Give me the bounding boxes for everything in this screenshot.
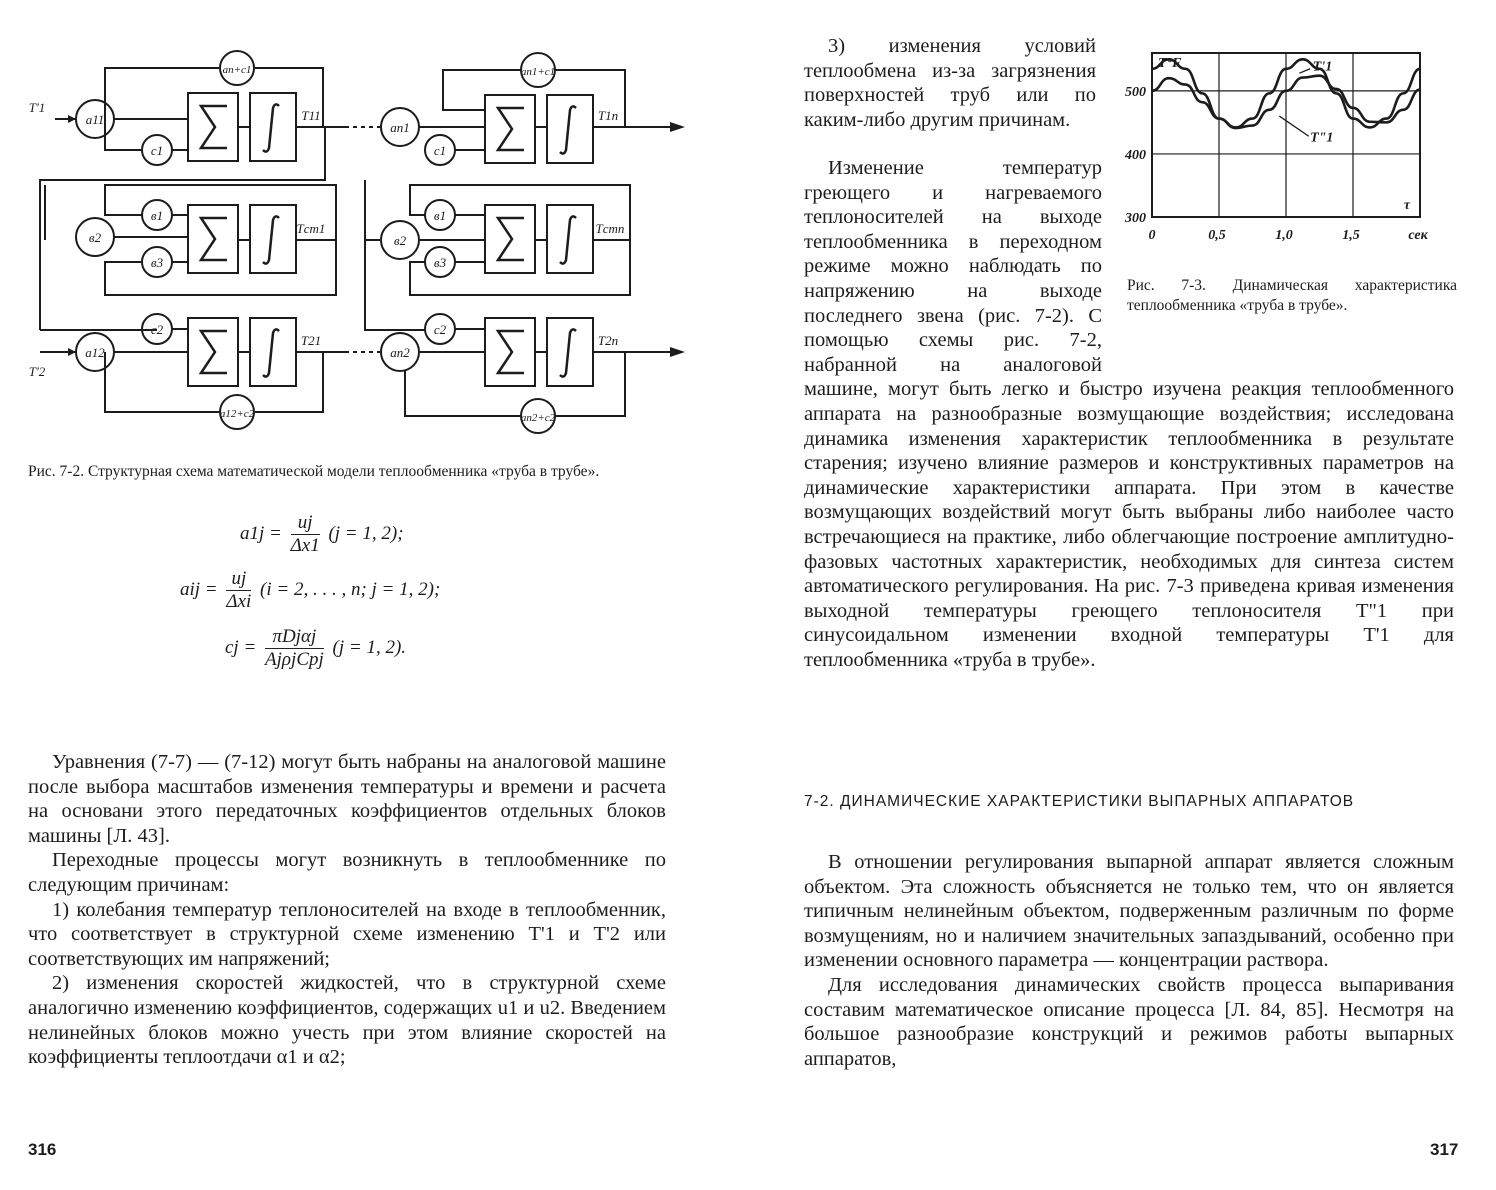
figure-wrap-spacer xyxy=(1102,156,1454,376)
page-number-right: 317 xyxy=(1430,1140,1459,1159)
equation-2: aij = $\frac{uj}{\text{Δxi}}$ (i = 2, . . . , n; j = 1, 2); xyxy=(180,568,441,612)
feedback-bottom-right-label: aп2+c2 xyxy=(520,412,556,424)
coef-c2-label-right: c2 xyxy=(433,322,447,337)
paragraph: Переходные процессы могут возникнуть в теплообменнике по следующим причинам: xyxy=(28,849,666,896)
block-diagram-figure xyxy=(25,40,685,450)
paragraph: 3) изменения условий теплообмена из-за загрязнения поверхностей труб или по каким-либо другим причинам. xyxy=(804,35,1096,131)
y-axis-label: T°F xyxy=(1158,56,1182,71)
x-tick-label: 1,5 xyxy=(1342,228,1360,243)
right-top-text xyxy=(804,34,1096,132)
section-heading: 7-2. ДИНАМИЧЕСКИЕ ХАРАКТЕРИСТИКИ ВЫПАРНЫХ АППАРАТОВ xyxy=(804,793,1355,810)
left-body-text xyxy=(28,750,666,1070)
y-tick-label: 400 xyxy=(1125,147,1146,163)
coef-an1-label: an1 xyxy=(390,120,410,135)
paragraph: Изменение температур греющего и нагреваемого теплоносителей на выходе теплообменника в переходном режиме можно наблюдать по напряжению на выходе последнего звена (рис. 7-2). С помощью схемы рис. 7-2, набранной на аналоговой машине, могут быть легко и быстро изучена реакция теплообменного аппарата на разнообразные возмущающие воздействия; исследована динамика изменения характеристик теплообменника в результате старения; изучено влияние размеров и конструктивных параметров на динамические характеристики аппарата. При этом в качестве возмущающих воздействий могут быть выбраны либо наиболее часто встречающиеся на практике, либо облегчающие построение амплитудно-фазовых частотных характеристик, необходимых для синтеза систем автоматического регулирования. На рис. 7-3 приведена кривая изменения выходной температуры греющего теплоносителя T"1 при синусоидальном изменении входной температуры T'1 для теплообменника «труба в трубе». xyxy=(804,157,1454,671)
right-body-text-a xyxy=(804,156,1454,672)
coef-b1-label-right: в1 xyxy=(433,208,447,223)
coef-b3-label: в3 xyxy=(150,255,164,270)
x-tick-label: 1,0 xyxy=(1275,228,1293,243)
coef-an2-label: an2 xyxy=(390,345,410,360)
figure-7-2-caption: Рис. 7-2. Структурная схема математической модели теплообменника «труба в трубе». xyxy=(28,463,600,480)
input-label-T1: T'1 xyxy=(28,100,46,115)
figure-7-3-caption: Рис. 7-3. Динамическая характеристика теплообменника «труба в трубе». xyxy=(1127,277,1457,314)
output-Tcmn-label: Tстп xyxy=(595,221,625,236)
paragraph: Для исследования динамических свойств процесса выпаривания составим математическое описание процесса [Л. 84, 85]. Несмотря на большое разнообразие конструкций и режимов работы выпарных аппаратов, xyxy=(804,973,1454,1070)
output-T11-label: T11 xyxy=(301,108,321,123)
coef-c1-label: c1 xyxy=(150,143,164,158)
page-number-left: 316 xyxy=(28,1140,57,1159)
leader-line xyxy=(1299,69,1310,73)
coef-c2-label: c2 xyxy=(150,322,164,337)
feedback-bottom-left-label: a12+c2 xyxy=(219,408,255,420)
coef-a11-label: a11 xyxy=(85,112,105,127)
series-label-T1-double-prime: T"1 xyxy=(1310,130,1334,146)
paragraph: 1) колебания температур теплоносителей на входе в теплообменник, что соответствует в структурной схеме изменению T'1 и T'2 или соответствующих им напряжений; xyxy=(28,898,666,970)
y-tick-label: 300 xyxy=(1125,211,1146,226)
tau-label: τ xyxy=(1403,198,1411,213)
x-tick-label: 0,5 xyxy=(1208,228,1226,243)
right-body-text-b xyxy=(804,850,1454,1071)
equation-1: a1j = $\frac{uj}{\Delta x1}$ (j = 1, 2); xyxy=(240,512,404,556)
coef-b2-label-right: в2 xyxy=(393,233,407,248)
input-label-T2: T'2 xyxy=(28,364,46,379)
coef-b2-label: в2 xyxy=(88,230,102,245)
coef-b3-label-right: в3 xyxy=(433,255,447,270)
series-label-T1-prime: T'1 xyxy=(1312,59,1333,75)
coef-b1-label: в1 xyxy=(150,208,164,223)
output-T1n-label: T1п xyxy=(597,108,619,123)
leader-line xyxy=(1279,116,1308,136)
coef-a12-label: a12 xyxy=(85,345,105,360)
paragraph: Уравнения (7-7) — (7-12) могут быть набраны на аналоговой машине после выбора масштабов изменения температуры и времени и расчета на основани этого передаточных коэффициентов отдельных блоков машины [Л. 43]. xyxy=(28,751,666,847)
y-tick-label: 500 xyxy=(1125,84,1146,100)
paragraph: В отношении регулирования выпарной аппарат является сложным объектом. Эта сложность объясняется не только тем, что он является типичным нелинейным объектом, подверженным различным по форме возмущениям, но и наличием значительных запаздываний, особенно при изменении основного параметра — концентрации раствора. xyxy=(804,851,1454,972)
output-T21-label: T21 xyxy=(300,333,322,348)
x-tick-label: 0 xyxy=(1148,228,1156,243)
x-tick-label: сек xyxy=(1408,228,1428,243)
feedback-top-right-label: aп1+c1 xyxy=(520,66,556,78)
paragraph: 2) изменения скоростей жидкостей, что в структурной схеме аналогично изменению коэффициентов, содержащих u1 и u2. Введением нелинейных блоков можно учесть при этом влияние скоростей на коэффициенты теплоотдачи α1 и α2; xyxy=(28,972,666,1069)
equation-3: cj = $\frac{\text{πDjαj}}{\text{AjρjCpj}}$ (j = 1, 2). xyxy=(225,626,407,670)
output-T2n-label: T2п xyxy=(597,333,619,348)
feedback-top-left-label: aп+c1 xyxy=(222,64,252,76)
coef-c1-label-right: c1 xyxy=(433,143,447,158)
output-Tcm1-label: Tст1 xyxy=(296,221,326,236)
